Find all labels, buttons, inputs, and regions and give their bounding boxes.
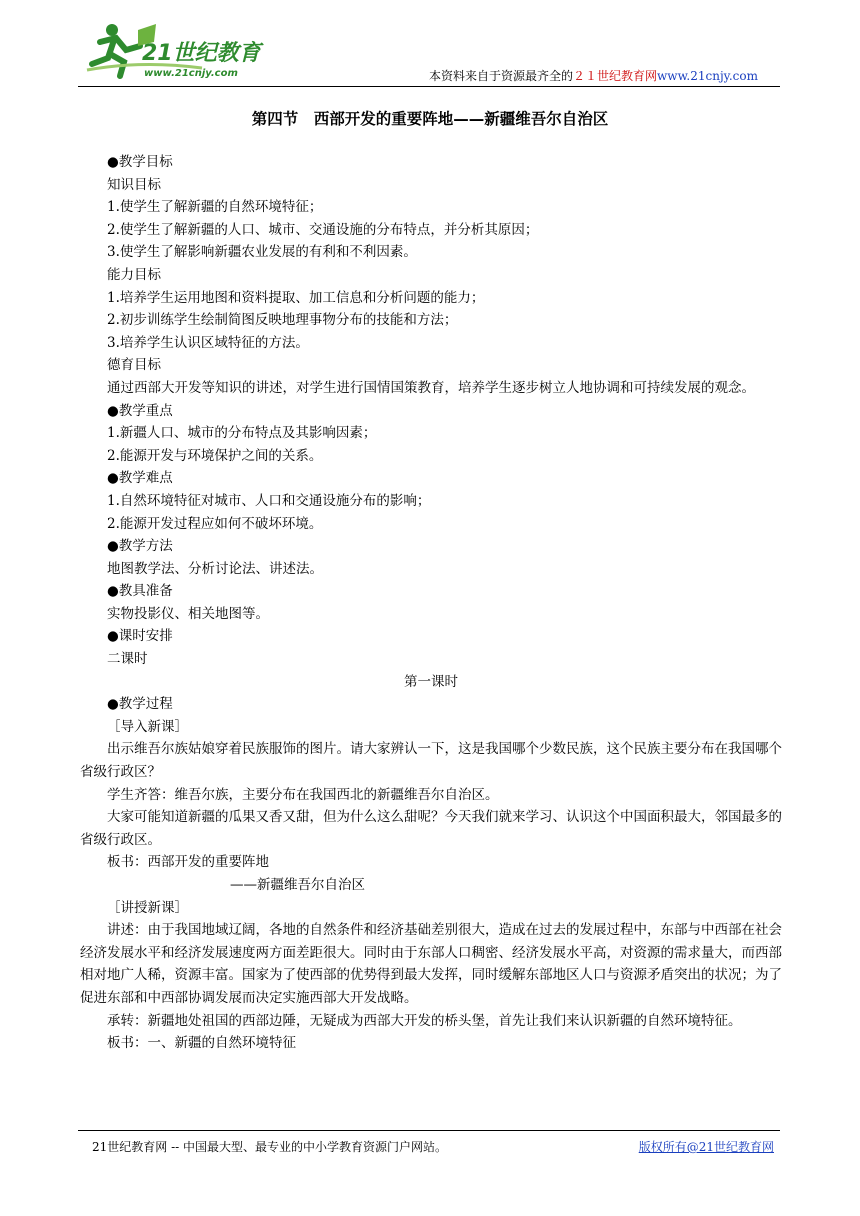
paragraph: 出示维吾尔族姑娘穿着民族服饰的图片。请大家辨认一下，这是我国哪个少数民族，这个民族主要分布在我国哪个省级行政区？	[80, 741, 782, 781]
footer-text: 21世纪教育网 -- 中国最大型、最专业的中小学教育资源门户网站。	[92, 1140, 448, 1154]
svg-text:21世纪教育: 21世纪教育	[142, 41, 261, 66]
svg-text:www.21cnjy.com: www.21cnjy.com	[144, 68, 238, 79]
document-body	[80, 151, 782, 1055]
page-header	[0, 0, 860, 90]
paragraph: 学生齐答：维吾尔族，主要分布在我国西北的新疆维吾尔自治区。	[107, 786, 499, 803]
section-heading: ●教学方法	[107, 538, 173, 555]
footer-copyright-link[interactable]: 版权所有@21世纪教育网	[638, 1140, 774, 1154]
section-heading: ●教学难点	[107, 470, 173, 487]
footer-divider	[78, 1130, 780, 1131]
list-item: 2.能源开发与环境保护之间的关系。	[107, 447, 323, 464]
list-item: 2.使学生了解新疆的人口、城市、交通设施的分布特点，并分析其原因；	[107, 221, 539, 238]
document-title: 第四节 西部开发的重要阵地——新疆维吾尔自治区	[251, 110, 609, 128]
paragraph: 讲述：由于我国地域辽阔，各地的自然条件和经济基础差别很大，造成在过去的发展过程中，东部与中西部在社会经济发展水平和经济发展速度两方面差距很大。同时由于东部人口稠密、经济发展水平高，对资源的需求量大，而西部相对地广人稀，资源丰富。国家为了使西部的优势得到最大发挥，同时缓解东部地区人口与资源矛盾突出的状况；为了促进东部和中西部协调发展而决定实施西部大开发战略。	[80, 922, 782, 1006]
lesson-heading: 第一课时	[404, 673, 458, 690]
board-note: 板书：一、新疆的自然环境特征	[107, 1035, 296, 1052]
paragraph: 通过西部大开发等知识的讲述，对学生进行国情国策教育，培养学生逐步树立人地协调和可持续发展的观念。	[107, 379, 755, 396]
section-heading: ●教学重点	[107, 402, 173, 419]
site-logo	[82, 20, 282, 82]
section-heading: ●课时安排	[107, 628, 173, 645]
text-line: 二课时	[107, 651, 148, 668]
text-line: 地图教学法、分析讨论法、讲述法。	[107, 560, 323, 577]
header-brand: ２１世纪教育网	[573, 69, 658, 83]
list-item: 3.培养学生认识区域特征的方法。	[107, 334, 309, 351]
list-item: 2.初步训练学生绘制简图反映地理事物分布的技能和方法；	[107, 312, 458, 329]
section-heading: ●教学过程	[107, 696, 173, 713]
list-item: 1.培养学生运用地图和资料提取、加工信息和分析问题的能力；	[107, 289, 485, 306]
section-heading: ●教具准备	[107, 583, 173, 600]
paragraph: 大家可能知道新疆的瓜果又香又甜，但为什么这么甜呢？今天我们就来学习、认识这个中国面积最大，邻国最多的省级行政区。	[80, 809, 782, 848]
paragraph: 承转：新疆地处祖国的西部边陲，无疑成为西部大开发的桥头堡，首先让我们来认识新疆的自然环境特征。	[107, 1012, 742, 1029]
list-item: 1.自然环境特征对城市、人口和交通设施分布的影响；	[107, 492, 431, 509]
section-heading: ●教学目标	[107, 154, 173, 170]
list-item: 2.能源开发过程应如何不破坏环境。	[107, 515, 323, 532]
board-note: 板书：西部开发的重要阵地	[107, 854, 269, 871]
bracket-heading: ［导入新课］	[107, 718, 188, 735]
header-divider	[78, 86, 780, 87]
list-item: 1.使学生了解新疆的自然环境特征；	[107, 199, 323, 216]
header-note-text: 本资料来自于资源最齐全的	[429, 69, 574, 83]
list-item: 3.使学生了解影响新疆农业发展的有利和不利因素。	[107, 244, 417, 261]
header-source-note	[429, 68, 758, 84]
subheading: 德育目标	[107, 357, 161, 374]
text-line: 实物投影仪、相关地图等。	[107, 605, 269, 622]
bracket-heading: ［讲授新课］	[107, 899, 188, 916]
runner-logo-icon	[82, 20, 282, 82]
subheading: 能力目标	[107, 266, 161, 283]
subheading: 知识目标	[107, 176, 161, 193]
board-note-subtitle: ——新疆维吾尔自治区	[230, 877, 365, 893]
list-item: 1.新疆人口、城市的分布特点及其影响因素；	[107, 425, 377, 442]
header-url-link[interactable]: www.21cnjy.com	[657, 69, 758, 83]
